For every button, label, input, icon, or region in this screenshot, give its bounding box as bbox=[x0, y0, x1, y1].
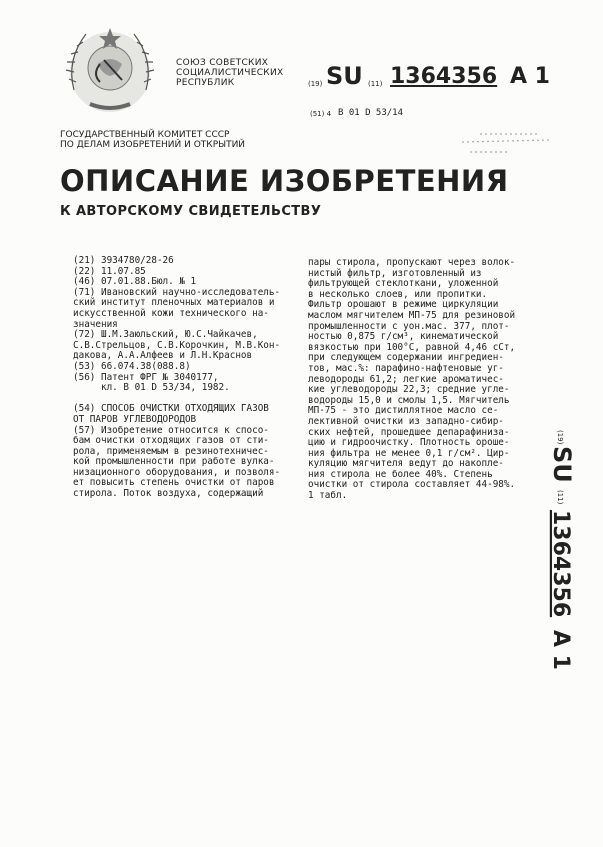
left-text-line: кой промышленности при работе вулка- bbox=[73, 456, 275, 468]
right-text-line: ния стирола не более 40%. Степень bbox=[308, 468, 493, 480]
right-text-line: маслом мягчителем МП-75 для резиновой bbox=[308, 309, 516, 321]
side-kind: A 1 bbox=[548, 630, 573, 670]
right-text-line: лективной очистки из западно-сибир- bbox=[308, 415, 504, 427]
left-text-line: дакова, А.А.Алфеев и Л.Н.Краснов bbox=[73, 350, 253, 362]
right-text-line: очистки от стирола составляет 44-98%. bbox=[308, 479, 516, 491]
country-name: СОЮЗ СОВЕТСКИХ СОЦИАЛИСТИЧЕСКИХ РЕСПУБЛИК bbox=[176, 58, 284, 88]
left-text-line: (57) Изобретение относится к спосо- bbox=[73, 424, 269, 436]
side-patent-code bbox=[538, 430, 576, 700]
right-text-line: тов, мас.%: парафино-нафтеновые уг- bbox=[308, 362, 504, 374]
side-su: SU bbox=[548, 446, 576, 483]
right-text-line: водороды 15,0 и смолы 1,5. Мягчитель bbox=[308, 394, 510, 406]
right-text-line: Фильтр орошают в режиме циркуляции bbox=[308, 299, 499, 311]
left-text-line: (21) 3934780/28-26 bbox=[73, 255, 174, 266]
ipc-prefix: (51) 4 bbox=[310, 110, 332, 118]
right-text-line: ния фильтра не менее 0,1 г/см². Цир- bbox=[308, 447, 510, 459]
right-text-line: 1 табл. bbox=[308, 490, 348, 502]
side-code-11: (11) bbox=[556, 490, 564, 505]
bibliographic-column bbox=[73, 256, 280, 500]
left-text-line: значения bbox=[73, 318, 118, 330]
left-text-line: ОТ ПАРОВ УГЛЕВОДОРОДОВ bbox=[73, 413, 197, 425]
ipc-code: B 01 D 53/14 bbox=[338, 108, 404, 118]
right-text-line: фильтрующей стеклоткани, уложенной bbox=[308, 278, 499, 290]
left-text-line: бам очистки отходящих газов от сти- bbox=[73, 435, 269, 447]
left-text-line: С.В.Стрельцов, С.В.Корочкин, М.В.Кон- bbox=[73, 339, 281, 351]
stamp-mark bbox=[460, 128, 555, 158]
committee-name: ГОСУДАРСТВЕННЫЙ КОМИТЕТ СССР ПО ДЕЛАМ ИЗОБРЕТЕНИЙ И ОТКРЫТИЙ bbox=[60, 130, 246, 150]
left-text-line: (46) 07.01.88.Бюл. № 1 bbox=[73, 276, 197, 288]
left-text-line: стирола. Поток воздуха, содержащий bbox=[73, 488, 264, 500]
kind-code: A 1 bbox=[510, 64, 550, 89]
right-text-line: в несколько слоев, или пропитки. bbox=[308, 288, 488, 300]
right-text-line: МП-75 - это дистиллятное масло се- bbox=[308, 405, 499, 417]
left-text-line: (71) Ивановский научно-исследователь- bbox=[73, 286, 281, 298]
right-text-line: пары стирола, пропускают через волок- bbox=[308, 257, 516, 268]
left-text-line: (72) Ш.М.Заюльский, Ю.С.Чайкачев, bbox=[73, 329, 258, 341]
left-text-line: кл. B 01 D 53/34, 1982. bbox=[73, 382, 230, 394]
left-text-line: низационного оборудования, и позволя- bbox=[73, 466, 281, 478]
right-text-line: куляцию мягчителя ведут до накопле- bbox=[308, 458, 504, 470]
left-text-line: (54) СПОСОБ ОЧИСТКИ ОТХОДЯЩИХ ГАЗОВ bbox=[73, 403, 269, 415]
left-text-line: искусственной кожи технического на- bbox=[73, 307, 269, 319]
right-text-line: при следующем содержании ингредиен- bbox=[308, 352, 504, 364]
right-text-line: цию и гидроочистку. Плотность ороше- bbox=[308, 437, 510, 449]
right-text-line: промышленности с уон.мас. 377, плот- bbox=[308, 320, 510, 332]
right-text-line: кие углеводороды 22,3; средние угле- bbox=[308, 384, 510, 396]
left-text-line: ский институт пленочных материалов и bbox=[73, 297, 275, 309]
su-code: SU bbox=[326, 62, 363, 90]
document-title: ОПИСАНИЕ ИЗОБРЕТЕНИЯ bbox=[60, 164, 509, 198]
left-text-line: (53) 66.074.38(088.8) bbox=[73, 360, 191, 372]
left-text-line: (56) Патент ФРГ № 3040177, bbox=[73, 371, 219, 383]
abstract-continuation-column bbox=[308, 258, 515, 502]
code-11-label: (11) bbox=[368, 80, 383, 88]
side-code-19: (19) bbox=[556, 430, 564, 445]
patent-number: 1364356 bbox=[390, 64, 498, 89]
left-text-line: ет повысить степень очистки от паров bbox=[73, 477, 275, 489]
side-number: 1364356 bbox=[548, 510, 573, 618]
code-19-label: (19) bbox=[308, 80, 323, 88]
right-text-line: ностью 0,875 г/см³, кинематической bbox=[308, 331, 499, 343]
right-text-line: вязкостью при 100°С, равной 4,46 сСт, bbox=[308, 341, 516, 353]
right-text-line: леводороды 61,2; легкие ароматичес- bbox=[308, 373, 504, 385]
document-subtitle: К АВТОРСКОМУ СВИДЕТЕЛЬСТВУ bbox=[60, 204, 322, 219]
left-text-line: (22) 11.07.85 bbox=[73, 265, 146, 277]
right-text-line: ских нефтей, прошедшее депарафиниза- bbox=[308, 426, 510, 438]
ussr-emblem-icon bbox=[60, 20, 160, 120]
left-text-line: рола, применяемым в резинотехничес- bbox=[73, 445, 269, 457]
right-text-line: нистый фильтр, изготовленный из bbox=[308, 267, 482, 279]
